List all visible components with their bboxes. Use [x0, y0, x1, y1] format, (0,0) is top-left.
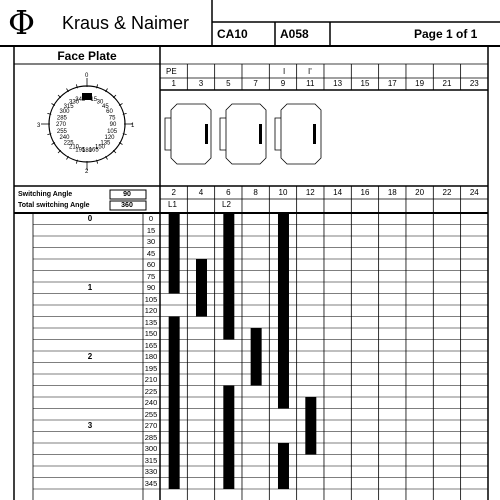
contact-terminal-mark [259, 124, 262, 144]
dial-angle-270: 270 [55, 122, 67, 129]
angle-row-135: 135 [144, 317, 158, 327]
contact-terminal-mark [313, 124, 316, 144]
closure-bar-1-2 [169, 317, 180, 490]
switching-angle-label: Switching Angle [18, 191, 73, 198]
angle-row-180: 180 [144, 352, 158, 361]
dial-angle-165: 165 [88, 147, 99, 154]
angle-row-60: 60 [146, 260, 156, 269]
terminal-bottom-2: 2 [171, 188, 176, 197]
dial-pos-1: 1 [131, 123, 135, 129]
total-angle-label: Total switching Angle [18, 202, 90, 209]
dial-angle-90: 90 [109, 122, 117, 129]
angle-row-30: 30 [146, 237, 156, 246]
position-label-3: 3 [87, 421, 93, 430]
switching-angle-value: 90 [123, 191, 131, 198]
dial-angle-240: 240 [59, 135, 70, 142]
angle-row-0: 0 [148, 214, 154, 223]
l1-label: L1 [168, 200, 177, 209]
dial-angle-195: 195 [75, 147, 86, 154]
dial-angle-285: 285 [56, 115, 67, 122]
dial-angle-60: 60 [106, 109, 113, 116]
angle-row-195: 195 [144, 363, 158, 373]
angle-row-165: 165 [144, 340, 158, 350]
dial-angle-210: 210 [68, 144, 80, 151]
angle-row-285: 285 [144, 432, 158, 442]
contact-terminal-mark [205, 124, 208, 144]
dial-angle-255: 255 [56, 128, 67, 135]
dial-angle-225: 225 [63, 140, 74, 147]
terminal-bottom-14: 14 [333, 188, 343, 197]
closure-bar-9-10 [278, 443, 289, 489]
terminal-top-7: 7 [253, 79, 258, 88]
pe-label: PE [166, 67, 177, 76]
angle-row-225: 225 [144, 386, 158, 396]
terminal-top-15: 15 [360, 79, 370, 88]
terminal-top-17: 17 [387, 79, 397, 88]
angle-row-150: 150 [144, 329, 158, 338]
dial-angle-330: 330 [68, 99, 80, 106]
dial-pos-3: 3 [37, 123, 41, 129]
switching-angle-box [110, 190, 146, 199]
l2-label: L2 [222, 200, 231, 209]
angle-row-105: 105 [144, 294, 158, 304]
terminal-bottom-10: 10 [278, 188, 288, 197]
angle-row-240: 240 [144, 398, 158, 407]
position-label-0: 0 [87, 214, 93, 223]
terminal-bottom-6: 6 [226, 188, 231, 197]
terminal-bottom-12: 12 [305, 188, 315, 197]
dial-angle-105: 105 [107, 128, 118, 135]
angle-row-90: 90 [146, 283, 156, 292]
angle-row-270: 270 [144, 421, 158, 430]
angle-row-15: 15 [146, 225, 156, 235]
terminal-bottom-20: 20 [415, 188, 425, 197]
terminal-bottom-18: 18 [387, 188, 397, 197]
dial-angle-180: 180 [81, 148, 93, 155]
page-number: Page 1 of 1 [414, 27, 478, 41]
terminal-top-23: 23 [469, 79, 479, 88]
model-code: CA10 [217, 27, 248, 41]
dial-angle-120: 120 [104, 135, 115, 142]
dial-angle-150: 150 [94, 144, 106, 151]
total-angle-box [110, 201, 146, 210]
closure-bar-5-6 [223, 213, 234, 340]
total-angle-value: 360 [121, 202, 133, 209]
closure-bar-3-4 [196, 259, 207, 317]
angle-row-315: 315 [144, 455, 158, 465]
program-code: A058 [280, 27, 309, 41]
terminal-top-19: 19 [415, 79, 425, 88]
angle-row-75: 75 [146, 271, 156, 281]
terminal-top-1: 1 [171, 79, 176, 88]
angle-row-120: 120 [144, 306, 158, 315]
closure-bar-11-12 [305, 397, 316, 455]
closure-bar-1-2 [169, 213, 180, 294]
terminal-bottom-8: 8 [253, 188, 258, 197]
position-label-2: 2 [87, 352, 93, 361]
terminal-top-9: 9 [280, 79, 286, 88]
terminal-bottom-16: 16 [360, 188, 370, 197]
closure-bar-5-6 [223, 386, 234, 490]
terminal-bottom-24: 24 [469, 188, 479, 197]
company-name: Kraus & Naimer [62, 13, 190, 33]
angle-row-300: 300 [144, 444, 158, 453]
closure-bar-7-8 [251, 328, 262, 386]
terminal-bottom-22: 22 [442, 188, 452, 197]
i-prime-label: I' [308, 67, 312, 76]
closure-bar-9-10 [278, 213, 289, 409]
dial-angle-315: 315 [63, 103, 74, 110]
terminal-top-5: 5 [226, 79, 231, 88]
dial-angle-15: 15 [90, 97, 98, 104]
dial-angle-45: 45 [102, 103, 109, 110]
dial-pos-0: 0 [85, 73, 89, 79]
dial-angle-135: 135 [100, 140, 111, 147]
terminal-top-13: 13 [333, 79, 343, 88]
dial-angle-300: 300 [59, 109, 70, 116]
contact-block [165, 104, 211, 164]
angle-row-45: 45 [146, 248, 156, 258]
terminal-bottom-4: 4 [198, 188, 204, 197]
angle-row-345: 345 [144, 478, 158, 488]
dial-angle-30: 30 [96, 99, 104, 106]
angle-row-210: 210 [144, 375, 158, 384]
terminal-top-21: 21 [442, 79, 452, 88]
position-label-1: 1 [87, 283, 93, 292]
dial-angle-75: 75 [108, 115, 116, 122]
dial-angle-345: 345 [75, 97, 86, 104]
terminal-top-3: 3 [198, 79, 204, 88]
angle-row-330: 330 [144, 467, 158, 476]
angle-row-255: 255 [144, 409, 158, 419]
face-plate-title: Face Plate [57, 49, 117, 63]
i-label: I [283, 67, 286, 76]
terminal-top-11: 11 [306, 79, 315, 88]
dial-pos-2: 2 [85, 169, 89, 175]
logo-icon: Φ [8, 3, 36, 42]
